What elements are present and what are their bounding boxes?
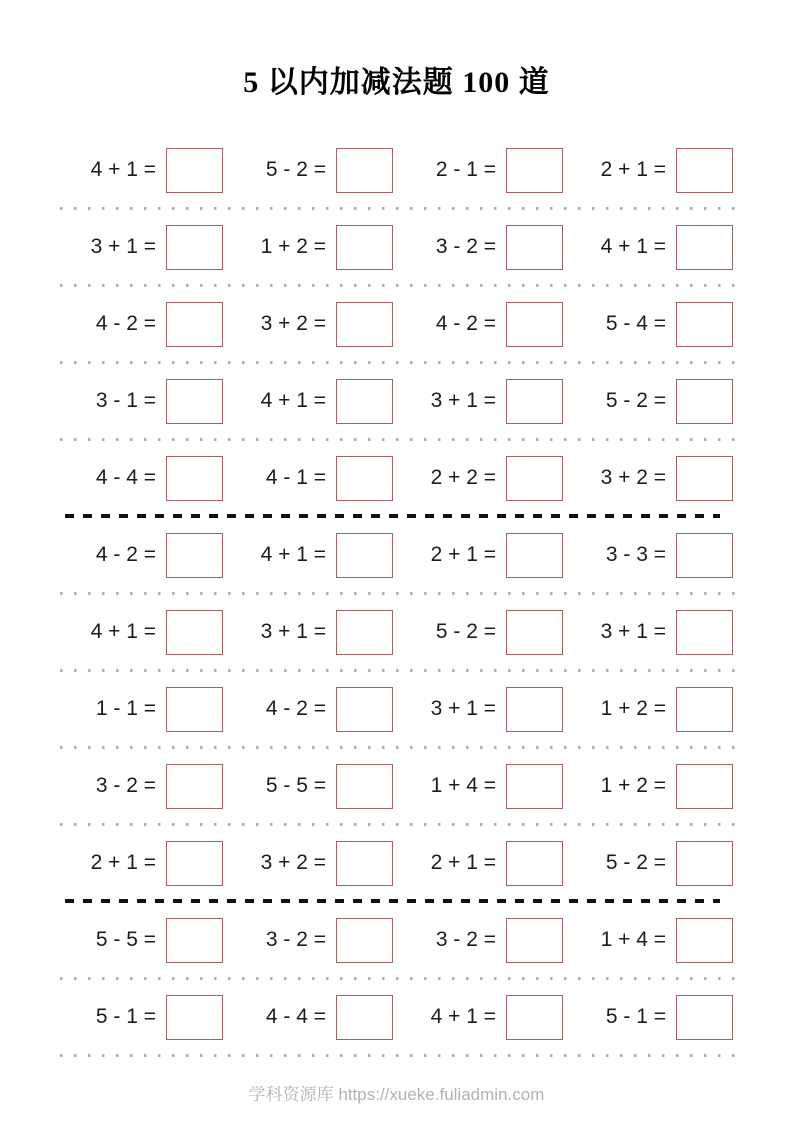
problem-cell (400, 301, 570, 347)
problem-cell (60, 224, 230, 270)
section-separator-dashed (65, 899, 720, 903)
problem-row (60, 994, 740, 1040)
footer-credit: 学科资源库 https://xueke.fuliadmin.com (248, 1085, 545, 1104)
problem-cell (400, 224, 570, 270)
problem-label: 1 + 2 = (600, 774, 666, 797)
answer-box[interactable] (336, 148, 393, 193)
problem-cell (230, 378, 400, 424)
problem-label: 4 + 1 = (600, 235, 666, 258)
answer-box[interactable] (166, 302, 223, 347)
problem-label: 2 + 2 = (430, 466, 496, 489)
problem-label: 4 - 4 = (95, 466, 156, 489)
row-separator-dotted (60, 438, 740, 441)
problem-cell (570, 763, 740, 809)
row-separator-dotted (60, 284, 740, 287)
answer-box[interactable] (506, 764, 563, 809)
answer-box[interactable] (506, 995, 563, 1040)
problem-cell (400, 378, 570, 424)
problem-cell (60, 147, 230, 193)
problem-cell (400, 532, 570, 578)
problem-label: 5 - 4 = (605, 312, 666, 335)
answer-box[interactable] (676, 379, 733, 424)
answer-box[interactable] (676, 302, 733, 347)
problem-label: 4 - 2 = (95, 312, 156, 335)
row-separator-dotted (60, 592, 740, 595)
problem-cell (400, 455, 570, 501)
problem-label: 4 + 1 = (90, 620, 156, 643)
answer-box[interactable] (166, 533, 223, 578)
problem-label: 2 + 1 = (90, 851, 156, 874)
answer-box[interactable] (506, 687, 563, 732)
problem-cell (230, 840, 400, 886)
problem-label: 1 + 2 = (260, 235, 326, 258)
problem-label: 2 + 1 = (600, 158, 666, 181)
problem-cell (230, 532, 400, 578)
problem-cell (570, 840, 740, 886)
answer-box[interactable] (336, 610, 393, 655)
problem-cell (570, 301, 740, 347)
page-title: 5 以内加减法题 100 道 (243, 66, 550, 99)
problem-row (60, 917, 740, 963)
problem-cell (570, 378, 740, 424)
problem-label: 4 + 1 = (430, 1005, 496, 1028)
answer-box[interactable] (336, 995, 393, 1040)
problem-label: 5 - 2 = (265, 158, 326, 181)
answer-box[interactable] (506, 379, 563, 424)
answer-box[interactable] (506, 610, 563, 655)
problem-label: 1 - 1 = (95, 697, 156, 720)
answer-box[interactable] (336, 456, 393, 501)
row-separator-dotted (60, 746, 740, 749)
problem-row (60, 455, 740, 501)
problem-label: 3 - 1 = (95, 389, 156, 412)
answer-box[interactable] (506, 148, 563, 193)
problem-cell (230, 224, 400, 270)
problem-label: 5 - 2 = (605, 389, 666, 412)
answer-box[interactable] (166, 841, 223, 886)
answer-box[interactable] (676, 533, 733, 578)
answer-box[interactable] (166, 687, 223, 732)
problem-row (60, 532, 740, 578)
problem-row (60, 609, 740, 655)
problem-label: 3 + 2 = (260, 851, 326, 874)
problem-cell (230, 147, 400, 193)
problem-label: 5 - 5 = (265, 774, 326, 797)
problem-cell (230, 609, 400, 655)
answer-box[interactable] (336, 918, 393, 963)
answer-box[interactable] (166, 764, 223, 809)
problem-label: 3 + 1 = (430, 389, 496, 412)
problem-row (60, 224, 740, 270)
problem-cell (230, 994, 400, 1040)
answer-box[interactable] (506, 533, 563, 578)
answer-box[interactable] (676, 995, 733, 1040)
problem-label: 3 + 1 = (600, 620, 666, 643)
answer-box[interactable] (676, 687, 733, 732)
problem-cell (60, 378, 230, 424)
problem-cell (60, 532, 230, 578)
problem-cell (570, 224, 740, 270)
problem-label: 3 + 1 = (90, 235, 156, 258)
problem-row (60, 686, 740, 732)
problem-cell (60, 840, 230, 886)
problem-label: 4 + 1 = (260, 389, 326, 412)
problem-row (60, 147, 740, 193)
problem-cell (400, 917, 570, 963)
problem-label: 4 + 1 = (90, 158, 156, 181)
answer-box[interactable] (166, 148, 223, 193)
problem-cell (400, 147, 570, 193)
row-separator-dotted (60, 1054, 740, 1057)
problem-label: 4 - 2 = (435, 312, 496, 335)
answer-box[interactable] (506, 302, 563, 347)
answer-box[interactable] (336, 533, 393, 578)
problem-label: 4 - 1 = (265, 466, 326, 489)
answer-box[interactable] (336, 225, 393, 270)
problem-cell (230, 917, 400, 963)
problem-label: 3 + 1 = (430, 697, 496, 720)
row-separator-dotted (60, 207, 740, 210)
problem-label: 5 - 2 = (605, 851, 666, 874)
problem-label: 3 - 3 = (605, 543, 666, 566)
problem-cell (60, 455, 230, 501)
problem-cell (230, 301, 400, 347)
problem-row (60, 763, 740, 809)
row-separator-dotted (60, 361, 740, 364)
problem-label: 5 - 1 = (605, 1005, 666, 1028)
problem-label: 3 - 2 = (435, 235, 496, 258)
problem-label: 3 - 2 = (265, 928, 326, 951)
problem-cell (570, 609, 740, 655)
answer-box[interactable] (676, 148, 733, 193)
answer-box[interactable] (676, 610, 733, 655)
problem-label: 4 - 2 = (95, 543, 156, 566)
row-separator-dotted (60, 977, 740, 980)
answer-box[interactable] (676, 456, 733, 501)
problem-cell (60, 994, 230, 1040)
problem-cell (60, 301, 230, 347)
answer-box[interactable] (336, 687, 393, 732)
problem-label: 1 + 2 = (600, 697, 666, 720)
answer-box[interactable] (166, 379, 223, 424)
problem-cell (60, 763, 230, 809)
answer-box[interactable] (166, 918, 223, 963)
problem-label: 5 - 1 = (95, 1005, 156, 1028)
row-separator-dotted (60, 823, 740, 826)
problem-row (60, 378, 740, 424)
problem-label: 5 - 5 = (95, 928, 156, 951)
problem-cell (570, 994, 740, 1040)
answer-box[interactable] (166, 610, 223, 655)
problem-cell (230, 686, 400, 732)
problem-label: 3 - 2 = (435, 928, 496, 951)
problem-cell (400, 686, 570, 732)
problem-label: 5 - 2 = (435, 620, 496, 643)
problem-cell (400, 994, 570, 1040)
answer-box[interactable] (336, 302, 393, 347)
answer-box[interactable] (166, 995, 223, 1040)
problem-cell (230, 455, 400, 501)
answer-box[interactable] (676, 841, 733, 886)
problem-cell (400, 840, 570, 886)
problem-cell (60, 686, 230, 732)
problem-label: 4 + 1 = (260, 543, 326, 566)
problem-cell (570, 147, 740, 193)
problem-row (60, 840, 740, 886)
problem-label: 2 + 1 = (430, 851, 496, 874)
problem-label: 2 + 1 = (430, 543, 496, 566)
row-separator-dotted (60, 669, 740, 672)
answer-box[interactable] (336, 764, 393, 809)
problem-cell (60, 917, 230, 963)
answer-box[interactable] (506, 841, 563, 886)
problem-cell (400, 609, 570, 655)
problem-label: 2 - 1 = (435, 158, 496, 181)
problem-label: 3 + 2 = (260, 312, 326, 335)
answer-box[interactable] (676, 918, 733, 963)
answer-box[interactable] (166, 456, 223, 501)
answer-box[interactable] (506, 456, 563, 501)
problem-label: 1 + 4 = (430, 774, 496, 797)
problem-row (60, 301, 740, 347)
problem-label: 1 + 4 = (600, 928, 666, 951)
problem-cell (230, 763, 400, 809)
problem-label: 3 - 2 = (95, 774, 156, 797)
problem-cell (400, 763, 570, 809)
problems-sheet (60, 147, 740, 1057)
answer-box[interactable] (506, 225, 563, 270)
section-separator-dashed (65, 514, 720, 518)
answer-box[interactable] (676, 764, 733, 809)
problem-cell (570, 686, 740, 732)
problem-cell (570, 917, 740, 963)
answer-box[interactable] (676, 225, 733, 270)
answer-box[interactable] (336, 841, 393, 886)
problem-label: 4 - 2 = (265, 697, 326, 720)
problem-cell (60, 609, 230, 655)
problem-cell (570, 532, 740, 578)
problem-cell (570, 455, 740, 501)
answer-box[interactable] (506, 918, 563, 963)
answer-box[interactable] (166, 225, 223, 270)
problem-label: 4 - 4 = (265, 1005, 326, 1028)
problem-label: 3 + 1 = (260, 620, 326, 643)
problem-label: 3 + 2 = (600, 466, 666, 489)
answer-box[interactable] (336, 379, 393, 424)
